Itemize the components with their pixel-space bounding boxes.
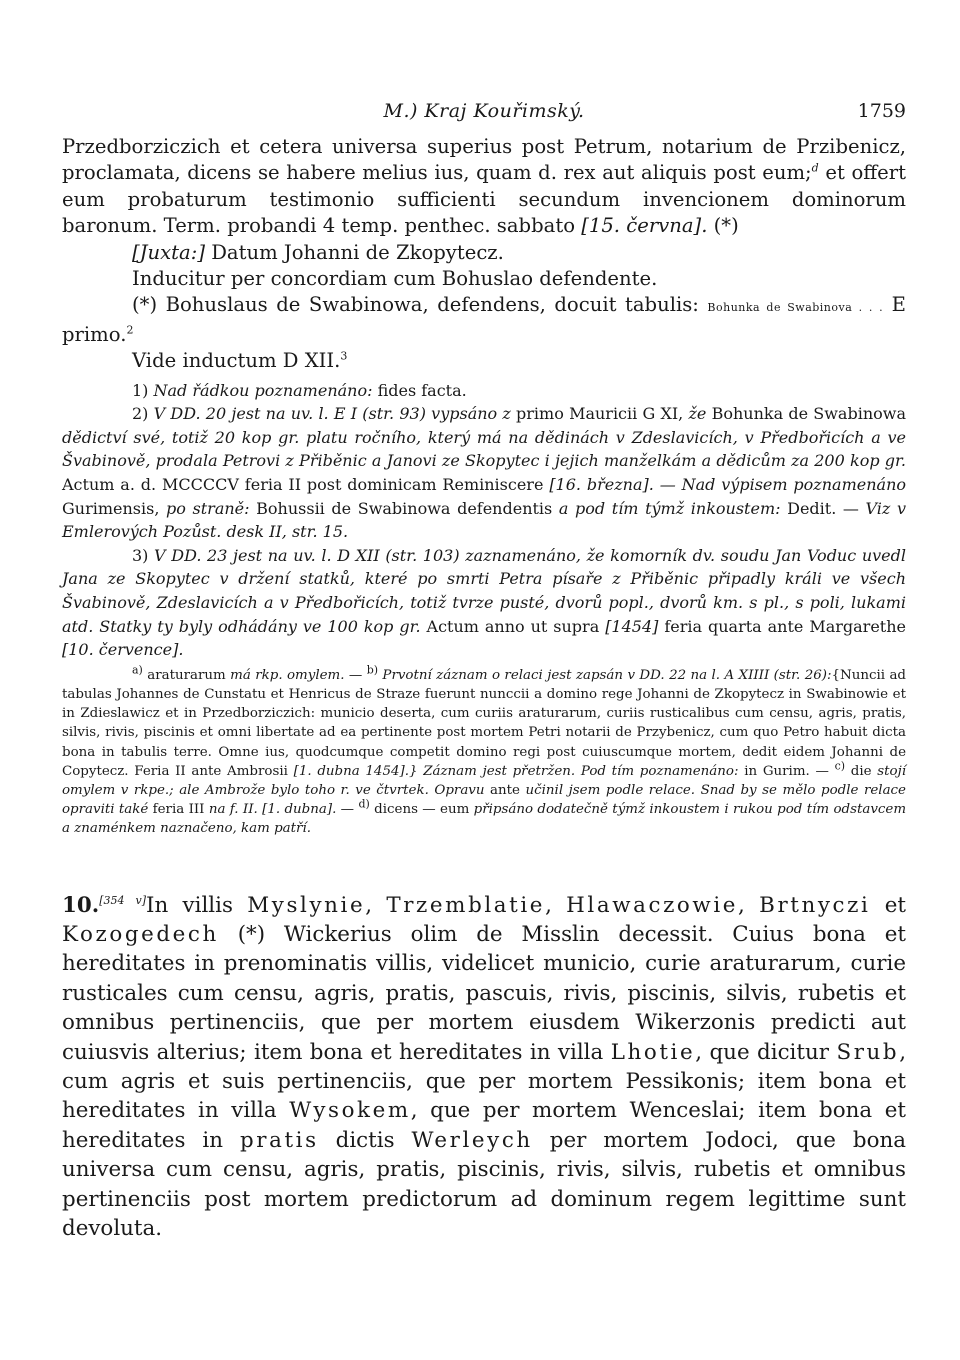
place-name: Lhotie	[610, 1039, 696, 1065]
entry-number: 10.	[62, 892, 100, 918]
line-vide: Vide inductum D XII.$^3$	[132, 349, 348, 373]
date-italic: [15. června].	[581, 214, 708, 238]
place-name: Hlawaczowie	[566, 892, 739, 918]
paragraph-proclamation: Przedborziczich et cetera universa superius post Petrum, notarium de Przibenicz, proclamata, dicens se habere melius ius, quam d. rex aut aliquis post eum;$^d$ et offert eum probaturum testimonio sufficienti secundum invencionem dominorum baronum. Term. probandi 4 temp. penthec. sabbato [15. června]. (*)	[62, 135, 907, 238]
line-bohuslaus-note: (*) Bohuslaus de Swabinowa, defendens, docuit tabulis: Bohunka de Swabinova . . . E primo.$^2$	[62, 293, 906, 346]
document-page	[62, 100, 906, 1243]
apparatus-marker-d: d	[811, 161, 819, 175]
footnotes	[62, 379, 906, 662]
footnote-ref-3: 3	[340, 349, 348, 363]
footnote-1: 1) Nad řádkou poznamenáno: fides facta.	[132, 380, 467, 400]
place-name: Kozogedech	[62, 922, 219, 948]
footnote-3: 3) V DD. 23 jest na uv. l. D XII (str. 103) zaznamenáno, že komorník dv. soudu Jan Voduc uvedl Jana ze Skopytec v držení statků, které po smrti Petra písaře z Přiběnic připadly králi ve všech Švabinově, Zdeslavicích a v Předbořicích, totiž tvrze pusté, dvorů popl., dvorů km. s pl., s poli, lukami atd. Statky ty byly odhádány ve 100 kop gr. Actum anno ut supra [1454] feria quarta ante Margarethe [10. července].	[62, 545, 906, 660]
line-inducitur: Inducitur per concordiam cum Bohuslao defendente.	[132, 267, 658, 291]
footnote-2: 2) V DD. 20 jest na uv. l. E I (str. 93) vypsáno z primo Mauricii G XI, že Bohunka de Swabinowa dědictví své, totiž 20 kop gr. platu ročního, který má na dědinách v Zdeslavicích, v Předbořicích a ve Švabinově, prodala Petrovi z Přiběnic a Janovi ze Skopytec i jejich manželkám a dědicům za 200 kop gr. Actum a. d. MCCCCV feria II post dominicam Reminiscere [16. března]. — Nad výpisem poznamenáno Gurimensis, po straně: Bohussii de Swabinowa defendentis a pod tím týmž inkoustem: Dedit. — Viz v Emlerových Pozůst. desk II, str. 15.	[62, 404, 907, 542]
entry-10	[62, 891, 906, 1244]
main-text	[62, 134, 906, 375]
apparatus-notes: $^{a)}$ araturarum má rkp. omylem. — $^{b)}$ Prvotní záznam o relaci jest zapsán v DD. 22 na l. A XIIII (str. 26):{Nuncii ad tabulas Johannes de Cunstatu et Henricus de Straze fuerunt nunccii a domino rege Johanni de Zkopytecz in Swabinowie et in Zdieslawicz et in Przedborziczich: municio deserta, cum curiis araturarum, curiis rusticalibus cum censu, agris, pratis, silvis, rivis, piscinis et omni libertate ad ea pertinente post mortem Petri notarii de Przybenicz, cum quo Petro habuit dicta bona in tabulis terre. Omne ius, quodcumque competit domino regi post cuiuscumque mortem, dedit eidem Johanni de Copytecz. Feria II ante Ambrosii [1. dubna 1454].} Záznam jest přetržen. Pod tím poznamenáno: in Gurim. — $^{c)}$ die stojí omylem v rkpe.; ale Ambrože bylo toho r. ve čtvrtek. Opravu ante učinil jsem podle relace. Snad by se mělo podle relace opraviti také feria III na f. II. [1. dubna]. — $^{d)}$ dicens — eum připsáno dodatečně týmž inkoustem i rukou pod tím odstavcem a znaménkem naznačeno, kam patří.	[62, 663, 907, 837]
page-number: 1759	[857, 100, 906, 122]
folio-marker: [354 v]	[99, 893, 147, 907]
place-name: Myslynie	[247, 892, 366, 918]
entry-10-text: 10.[354 v]In villis Myslynie, Trzemblatie, Hlawaczowie, Brtnyczi et Kozogedech (*) Wickerius olim de Misslin decessit. Cuius bona et hereditates in prenominatis villis, videlicet municio, curie araturarum, curie rusticales cum censu, agris, pratis, pascuis, rivis, piscinis, silvis, rubetis et omnibus pertinenciis, que per mortem eiusdem Wikerzonis predicti aut cuiusvis alterius; item bona et hereditates in villa Lhotie, que dicitur Srub, cum agris et suis pertinenciis, que per mortem Pessikonis; item bona et hereditates in villa Wysokem, que per mortem Wenceslai; item bona et hereditates in pratis dictis Werleych per mortem Jodoci, que bona universa cum censu, agris, pratis, piscinis, rivis, silvis, rubetis et omnibus pertinenciis post mortem predictorum ad dominum regem legittime sunt devoluta.	[62, 892, 907, 1242]
place-name: Werleych	[411, 1127, 533, 1153]
running-title: M.) Kraj Kouřimský.	[383, 100, 585, 122]
running-header	[62, 100, 906, 134]
place-name: Trzemblatie	[386, 892, 546, 918]
place-name: Srub	[836, 1039, 900, 1065]
place-name: Wysokem	[289, 1098, 411, 1124]
line-juxta: [Juxta:] Datum Johanni de Zkopytecz.	[132, 240, 504, 264]
critical-apparatus	[62, 663, 907, 839]
small-print-citation: Bohunka de Swabinova . . .	[707, 301, 884, 315]
footnote-ref-2: 2	[126, 323, 134, 337]
place-name: Brtnyczi	[759, 892, 871, 918]
place-name: pratis	[239, 1127, 319, 1153]
